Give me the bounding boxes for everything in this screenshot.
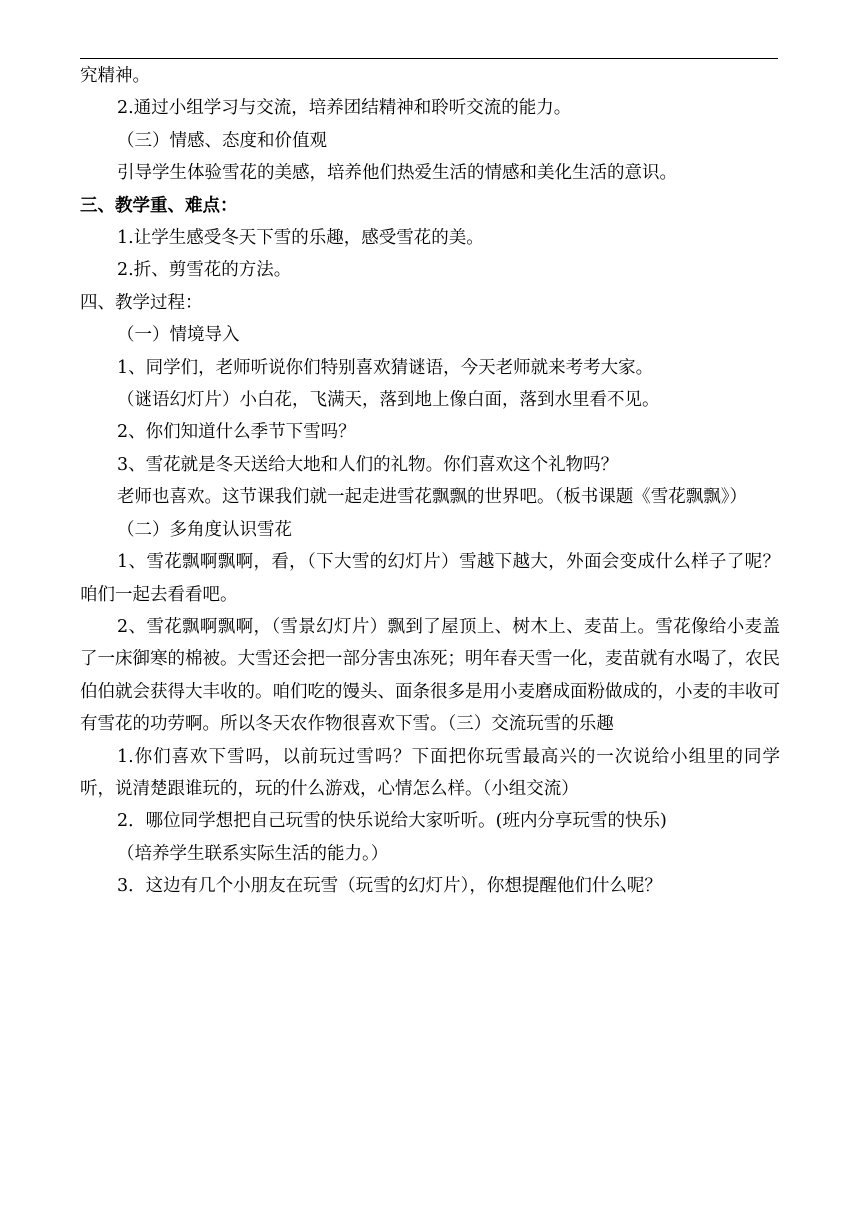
heading-teaching-process: 四、教学过程： <box>80 292 203 313</box>
paragraph-intro-3: 3、雪花就是冬天送给大地和人们的礼物。你们喜欢这个礼物吗？ <box>117 454 619 475</box>
paragraph-riddle: （谜语幻灯片）小白花，飞满天，落到地上像白面，落到水里看不见。 <box>117 390 660 411</box>
subheading-multi-angle: （二）多角度认识雪花 <box>117 519 292 540</box>
subheading-emotion-attitude: （三）情感、态度和价值观 <box>117 130 327 151</box>
paragraph-continuation: 究精神。 <box>80 66 150 86</box>
paragraph-teacher-likes: 老师也喜欢。这节课我们就一起走进雪花飘飘的世界吧。（板书课题《雪花飘飘》） <box>117 487 747 508</box>
paragraph-intro-1: 1、同学们，老师听说你们特别喜欢猜谜语，今天老师就来考考大家。 <box>117 357 654 378</box>
paragraph-key-point-2: 2.折、剪雪花的方法。 <box>117 260 292 281</box>
header-rule <box>80 58 778 59</box>
paragraph-intro-2: 2、你们知道什么季节下雪吗？ <box>117 422 356 443</box>
paragraph-key-point-1: 1.让学生感受冬天下雪的乐趣，感受雪花的美。 <box>117 228 484 249</box>
paragraph-share-2: 2．哪位同学想把自己玩雪的快乐说给大家听听。(班内分享玩雪的快乐) <box>117 811 667 832</box>
paragraph-share-note: （培养学生联系实际生活的能力。） <box>117 843 389 864</box>
subheading-introduction: （一）情境导入 <box>117 325 240 346</box>
paragraph-emotion: 引导学生体验雪花的美感，培养他们热爱生活的情感和美化生活的意识。 <box>117 163 677 184</box>
paragraph-skill-2: 2.通过小组学习与交流，培养团结精神和聆听交流的能力。 <box>117 98 572 119</box>
document-body <box>80 60 780 903</box>
paragraph-share-1: 1.你们喜欢下雪吗，以前玩过雪吗？下面把你玩雪最高兴的一次说给小组里的同学听，说清楚跟谁玩的，玩的什么游戏，心情怎么样。（小组交流） <box>80 746 780 799</box>
heading-key-points: 三、教学重、难点： <box>80 195 238 216</box>
paragraph-snow-2: 2、雪花飘啊飘啊，（雪景幻灯片）飘到了屋顶上、树木上、麦苗上。雪花像给小麦盖了一床御寒的棉被。大雪还会把一部分害虫冻死；明年春天雪一化，麦苗就有水喝了，农民伯伯就会获得大丰收的。咱们吃的馒头、面条很多是用小麦磨成面粉做成的，小麦的丰收可有雪花的功劳啊。所以冬天农作物很喜欢下雪。（三）交流玩雪的乐趣 <box>80 616 780 735</box>
paragraph-share-3: 3．这边有几个小朋友在玩雪（玩雪的幻灯片），你想提醒他们什么呢？ <box>117 876 662 897</box>
paragraph-snow-1: 1、雪花飘啊飘啊，看，（下大雪的幻灯片）雪越下越大，外面会变成什么样子了呢？咱们一起去看看吧。 <box>80 552 780 605</box>
